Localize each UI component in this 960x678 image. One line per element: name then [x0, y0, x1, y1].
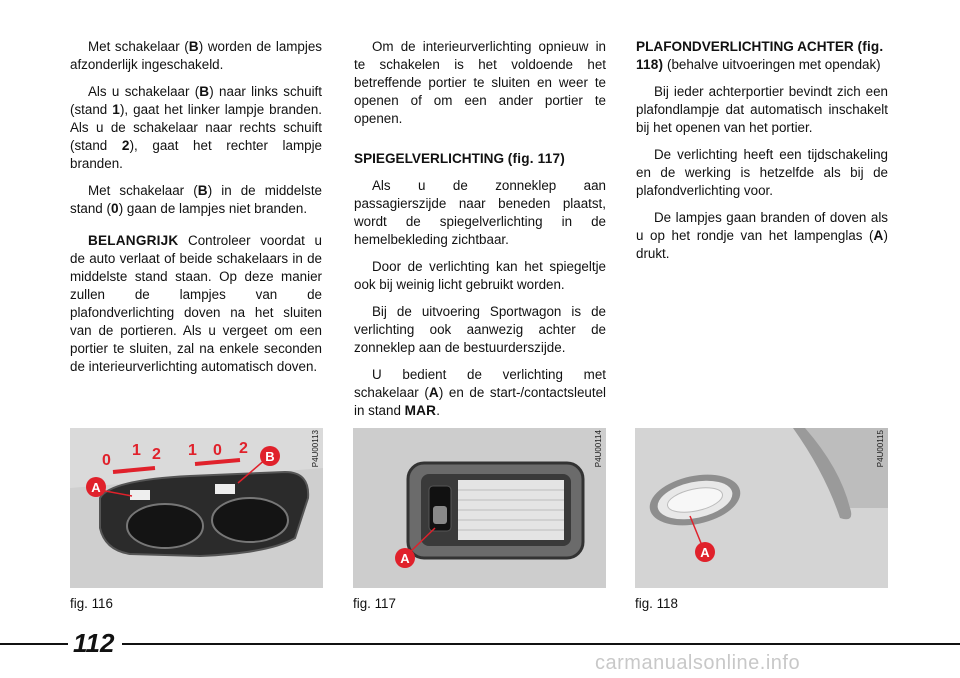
callout-a: A	[400, 551, 410, 566]
paragraph: Om de interieurverlichting opnieuw in te schakelen is het voldoende het betreffende portier te sluiten en weer te openen of om een ander portier te openen.	[354, 39, 606, 126]
paragraph: Met schakelaar (B) worden de lampjes afzonderlijk ingeschakeld.	[70, 39, 322, 72]
paragraph: De lampjes gaan branden of doven als u op het rondje van het lampenglas (A) drukt.	[636, 210, 888, 261]
switch-position-2: 2	[152, 446, 161, 463]
callout-a: A	[91, 480, 101, 495]
switch-position-0: 0	[102, 452, 111, 469]
section-heading: PLAFONDVERLICHTING ACHTER (fig. 118) (behalve uitvoeringen met opendak)	[636, 39, 884, 72]
roof-light-illustration	[70, 428, 323, 588]
important-label: BELANGRIJK	[88, 233, 179, 248]
figure-caption: fig. 116	[70, 596, 113, 611]
watermark: carmanualsonline.info	[595, 652, 801, 674]
switch-position-0: 0	[213, 442, 222, 459]
paragraph: Bij ieder achterportier bevindt zich een plafondlampje dat automatisch inschakelt bij het openen van het portier.	[636, 84, 888, 135]
section-heading: SPIEGELVERLICHTING (fig. 117)	[354, 151, 565, 166]
text-column-1	[70, 38, 322, 385]
paragraph: Met schakelaar (B) in de middelste stand (0) gaan de lampjes niet branden.	[70, 183, 323, 216]
paragraph: Als u schakelaar (B) naar links schuift (stand 1), gaat het linker lampje branden. Als u de schakelaar naar rechts schuift (stand 2), gaat het rechter lampje branden.	[70, 84, 322, 171]
mirror-light-illustration	[353, 428, 606, 588]
paragraph: U bedient de verlichting met schakelaar (A) en de start-/contactsleutel in stand MAR.	[354, 367, 607, 418]
figure-code: P4U00113	[311, 430, 320, 468]
figure-116-image	[70, 428, 323, 588]
switch-position-1: 1	[132, 442, 141, 459]
page-rule-left	[0, 643, 68, 645]
callout-a: A	[700, 545, 710, 560]
text-column-2	[354, 38, 606, 429]
figure-code: P4U00115	[876, 430, 885, 468]
switch-position-2: 2	[239, 440, 248, 457]
paragraph: Als u de zonneklep aan passagierszijde naar beneden plaatst, wordt de spiegelverlichting in de hemelbekleding zichtbaar.	[354, 178, 606, 247]
figure-118-image	[635, 428, 888, 588]
callout-b: B	[265, 449, 275, 464]
figure-caption: fig. 117	[353, 596, 396, 611]
page-rule-right	[122, 643, 960, 645]
figure-code: P4U00114	[594, 430, 603, 468]
rear-roof-light-illustration	[635, 428, 888, 588]
paragraph: Bij de uitvoering Sportwagon is de verlichting ook aanwezig achter de zonneklep aan de bestuurderszijde.	[354, 304, 606, 355]
paragraph: De verlichting heeft een tijdschakeling en de werking is hetzelfde als bij de plafondverlichting voor.	[636, 147, 888, 198]
page-number: 112	[73, 628, 115, 658]
paragraph: Door de verlichting kan het spiegeltje ook bij weinig licht gebruikt worden.	[354, 259, 606, 292]
figure-117-image	[353, 428, 606, 588]
figure-caption: fig. 118	[635, 596, 678, 611]
important-note: BELANGRIJK Controleer voordat u de auto verlaat of beide schakelaars in de middelste stand staan. Op deze manier zullen de lampjes van de plafondverlichting doven na het sluiten van de portieren. Als u vergeet om een portier te sluiten, zal na enkele seconden de interieurverlichting automatisch doven.	[70, 233, 322, 374]
switch-position-1: 1	[188, 442, 197, 459]
text-column-3	[636, 38, 888, 272]
